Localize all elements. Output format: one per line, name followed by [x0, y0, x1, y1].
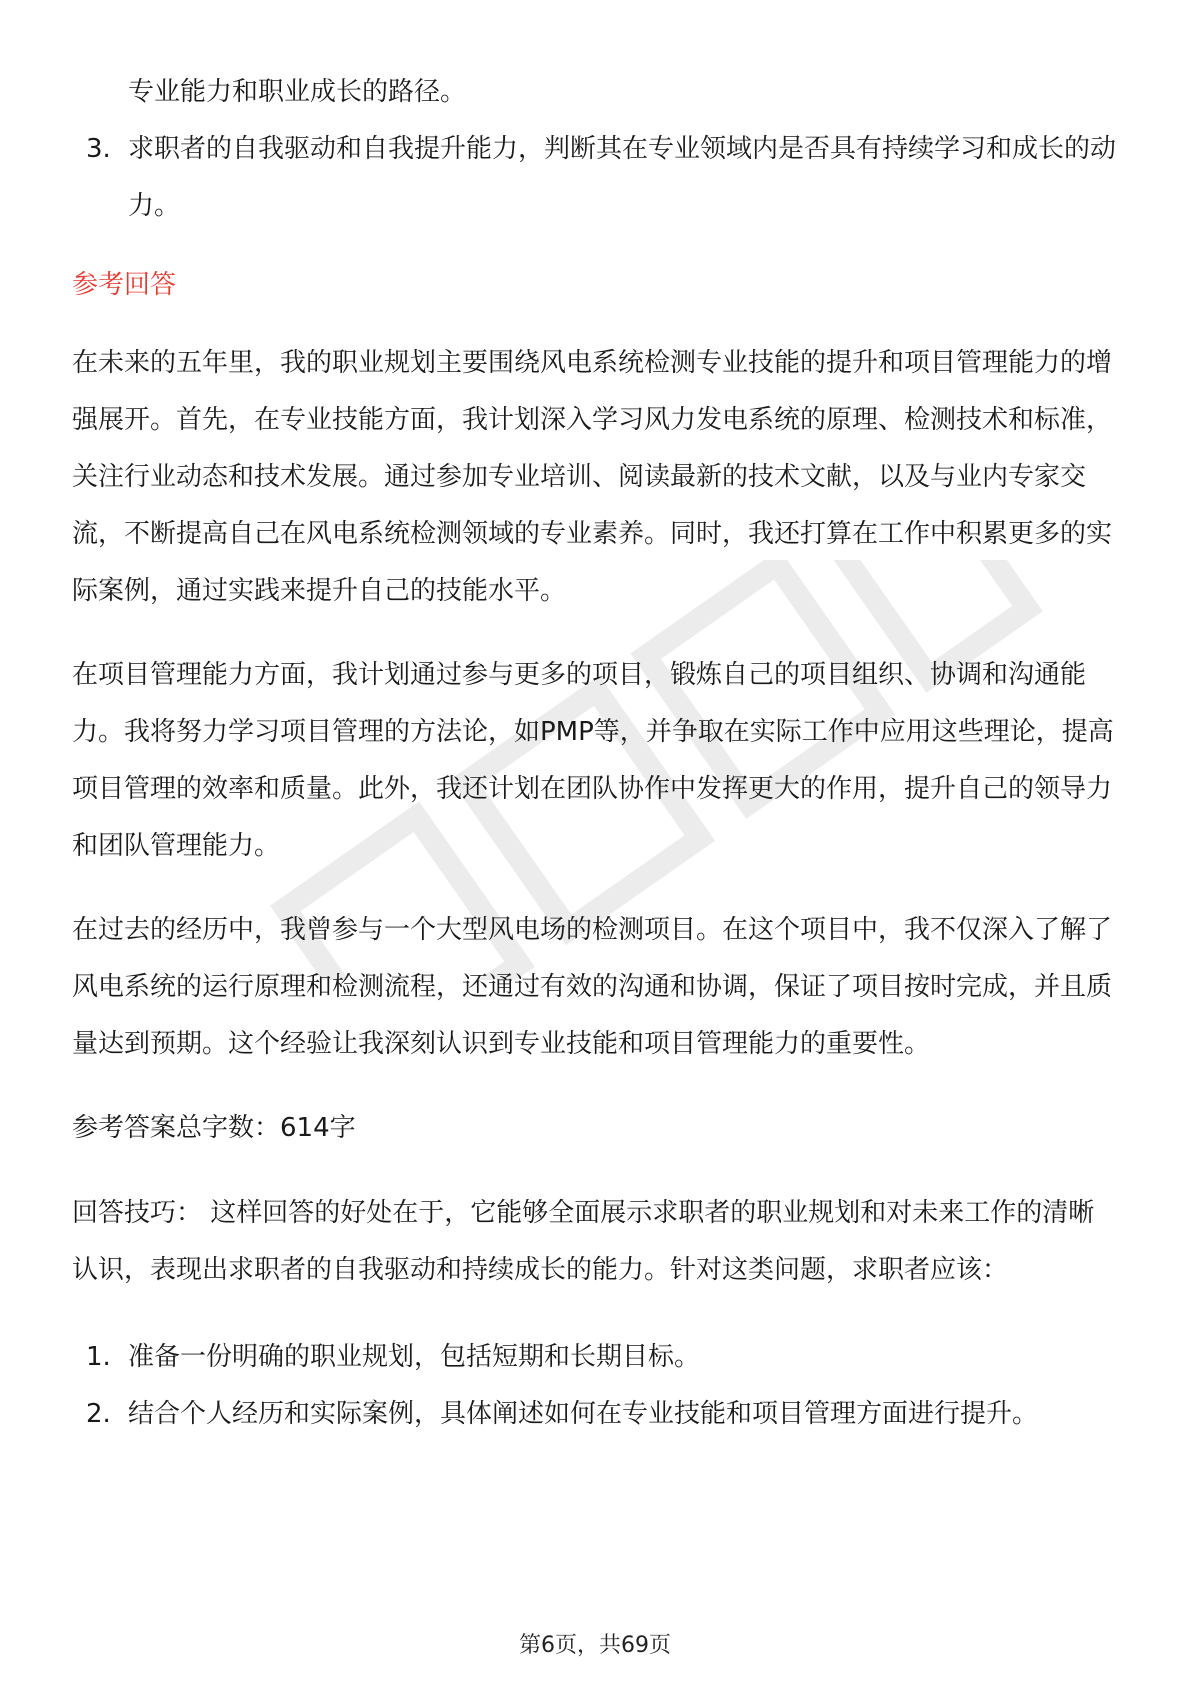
intro-continuation: 专业能力和职业成长的路径。: [128, 77, 467, 107]
page-content: [72, 64, 1118, 1443]
list-item-text: 求职者的自我驱动和自我提升能力，判断其在专业领域内是否具有持续学习和成长的动力。: [128, 134, 1117, 221]
list-item-text: 准备一份明确的职业规划，包括短期和长期目标。: [128, 1342, 701, 1372]
answer-heading: 参考回答: [72, 270, 177, 300]
tips-list: [72, 1329, 1118, 1443]
answer-paragraph-1: 在未来的五年里，我的职业规划主要围绕风电系统检测专业技能的提升和项目管理能力的增强展开。首先，在专业技能方面，我计划深入学习风力发电系统的原理、检测技术和标准，关注行业动态和技术发展。通过参加专业培训、阅读最新的技术文献，以及与业内专家交流，不断提高自己在风电系统检测领域的专业素养。同时，我还打算在工作中积累更多的实际案例，通过实践来提升自己的技能水平。: [72, 348, 1113, 606]
tips-list-item-2: [72, 1386, 1118, 1443]
list-number: 2.: [86, 1399, 111, 1429]
list-number: 1.: [86, 1342, 111, 1372]
tips-paragraph: 回答技巧： 这样回答的好处在于，它能够全面展示求职者的职业规划和对未来工作的清晰认识，表现出求职者的自我驱动和持续成长的能力。针对这类问题，求职者应该：: [72, 1198, 1095, 1285]
list-item-text: 结合个人经历和实际案例，具体阐述如何在专业技能和项目管理方面进行提升。: [128, 1399, 1039, 1429]
answer-paragraph-2: 在项目管理能力方面，我计划通过参与更多的项目，锻炼自己的项目组织、协调和沟通能力。我将努力学习项目管理的方法论，如PMP等，并争取在实际工作中应用这些理论，提高项目管理的效率和质量。此外，我还计划在团队协作中发挥更大的作用，提升自己的领导力和团队管理能力。: [72, 660, 1114, 861]
intro-list-item-3: [72, 121, 1118, 235]
answer-paragraph-3: 在过去的经历中，我曾参与一个大型风电场的检测项目。在这个项目中，我不仅深入了解了风电系统的运行原理和检测流程，还通过有效的沟通和协调，保证了项目按时完成，并且质量达到预期。这个经验让我深刻认识到专业技能和项目管理能力的重要性。: [72, 915, 1113, 1059]
tips-list-item-1: [72, 1329, 1118, 1386]
page-footer: 第6页，共69页: [519, 1633, 671, 1658]
word-count: 参考答案总字数：614字: [72, 1113, 356, 1143]
list-number: 3.: [86, 134, 111, 164]
